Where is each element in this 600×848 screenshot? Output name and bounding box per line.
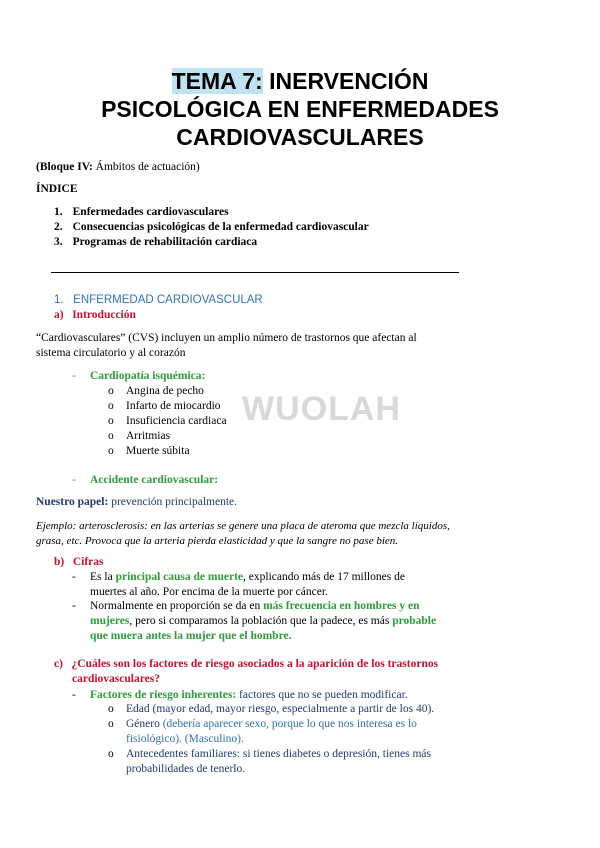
emphasis: mujeres (90, 615, 130, 627)
index-item (54, 236, 257, 248)
role-bold: Nuestro papel: (36, 496, 109, 508)
list-bullet: o (108, 415, 114, 427)
inherent-line (90, 689, 408, 701)
list-item: Angina de pecho (126, 385, 204, 397)
subsection-riesgo-line-1: c) ¿Cuáles son los factores de riesgo asociados a la aparición de los trastornos (54, 658, 439, 670)
index-label: Programas de rehabilitación cardiaca (72, 236, 258, 248)
example-line-2: grasa, etc. Provoca que la arteria pierda elasticidad y que la sangre no pase bien. (36, 535, 399, 547)
block-text: Ámbitos de actuación) (95, 161, 200, 173)
index-label: Enfermedades cardiovasculares (72, 206, 229, 218)
cifras-item-2-line-1 (90, 600, 420, 612)
section-heading: 1. ENFERMEDAD CARDIOVASCULAR (54, 294, 263, 306)
index-num: 2. (54, 221, 63, 233)
role-line (36, 496, 237, 508)
watermark: WUOLAH (242, 390, 401, 428)
ischemic-label: Cardiopatía isquémica: (90, 370, 206, 382)
subsection-riesgo-line-2: cardiovasculares? (72, 673, 160, 685)
text: , explicando más de 17 millones de (243, 571, 405, 583)
example-line-1: Ejemplo: arterosclerosis: en las arterias se genere una placa de ateroma que mezcla líquidos, (36, 520, 450, 532)
list-bullet: o (108, 400, 114, 412)
risk-item (126, 718, 417, 730)
emphasis: más frecuencia en hombres y en (263, 600, 420, 612)
block-open: (Bloque IV: (36, 161, 96, 173)
risk-item-cont: probabilidades de tenerlo. (126, 763, 246, 775)
emphasis: probable (392, 615, 437, 627)
list-item: Muerte súbita (126, 445, 190, 457)
list-item: Infarto de miocardio (126, 400, 221, 412)
text: Es la (90, 571, 116, 583)
block-label (36, 161, 200, 173)
intro-text-line-2: sistema circulatorio y al corazón (36, 347, 186, 359)
list-bullet: o (108, 718, 114, 730)
risk-item: Antecedentes familiares: si tienes diabetes o depresión, tienes más (126, 748, 431, 760)
list-bullet: o (108, 385, 114, 397)
dash: - (72, 474, 76, 486)
page-title-line-2: PSICOLÓGICA EN ENFERMEDADES (101, 96, 499, 122)
list-bullet: o (108, 703, 114, 715)
list-bullet: o (108, 748, 114, 760)
accident-label: Accidente cardiovascular: (90, 474, 219, 486)
risk-item-cont: fisiológico). (Masculino). (126, 733, 244, 745)
role-text: prevención principalmente. (108, 496, 237, 508)
intro-text-line-1: “Cardiovasculares” (CVS) incluyen un amplio número de trastornos que afectan al (36, 332, 417, 344)
title-highlight: TEMA 7: (171, 68, 263, 94)
list-bullet: o (108, 445, 114, 457)
cifras-item-1-line-2: muertes al año. Por encima de la muerte por cáncer. (90, 586, 328, 598)
title-rest: INERVENCIÓN (262, 68, 429, 94)
index-num: 3. (54, 236, 63, 248)
risk-item: Edad (mayor edad, mayor riesgo, especialmente a partir de los 40). (126, 703, 435, 715)
dash: - (72, 689, 76, 701)
cifras-item-2-line-2 (90, 615, 436, 627)
index-heading: ÍNDICE (36, 183, 78, 195)
dash: - (72, 370, 76, 382)
list-bullet: o (108, 430, 114, 442)
divider (51, 272, 459, 273)
index-label: Consecuencias psicológicas de la enfermedad cardiovascular (72, 221, 369, 233)
text: Género (126, 718, 163, 730)
index-num: 1. (54, 206, 63, 218)
text: , pero si comparamos la población que la padece, es más (129, 615, 393, 627)
inherent-label: Factores de riesgo inherentes: (90, 689, 237, 701)
list-item: Insuficiencia cardiaca (126, 415, 227, 427)
subsection-cifras: b) Cifras (54, 556, 104, 568)
emphasis: principal causa de muerte (115, 571, 244, 583)
index-item (54, 206, 229, 218)
text: Normalmente en proporción se da en (90, 600, 264, 612)
index-item (54, 221, 369, 233)
dash: - (72, 571, 76, 583)
cifras-item-1-line-1 (90, 571, 450, 583)
subsection-intro: a) Introducción (54, 309, 136, 321)
dash: - (72, 600, 76, 612)
cifras-item-2-line-3: que muera antes la mujer que el hombre. (90, 630, 292, 642)
page-title-line-3: CARDIOVASCULARES (176, 124, 424, 150)
list-item: Arritmias (126, 430, 171, 442)
page-title-line-1 (0, 66, 600, 96)
inherent-text: factores que no se pueden modificar. (236, 689, 408, 701)
note: (debería aparecer sexo, porque lo que nos interesa es lo (162, 718, 417, 730)
